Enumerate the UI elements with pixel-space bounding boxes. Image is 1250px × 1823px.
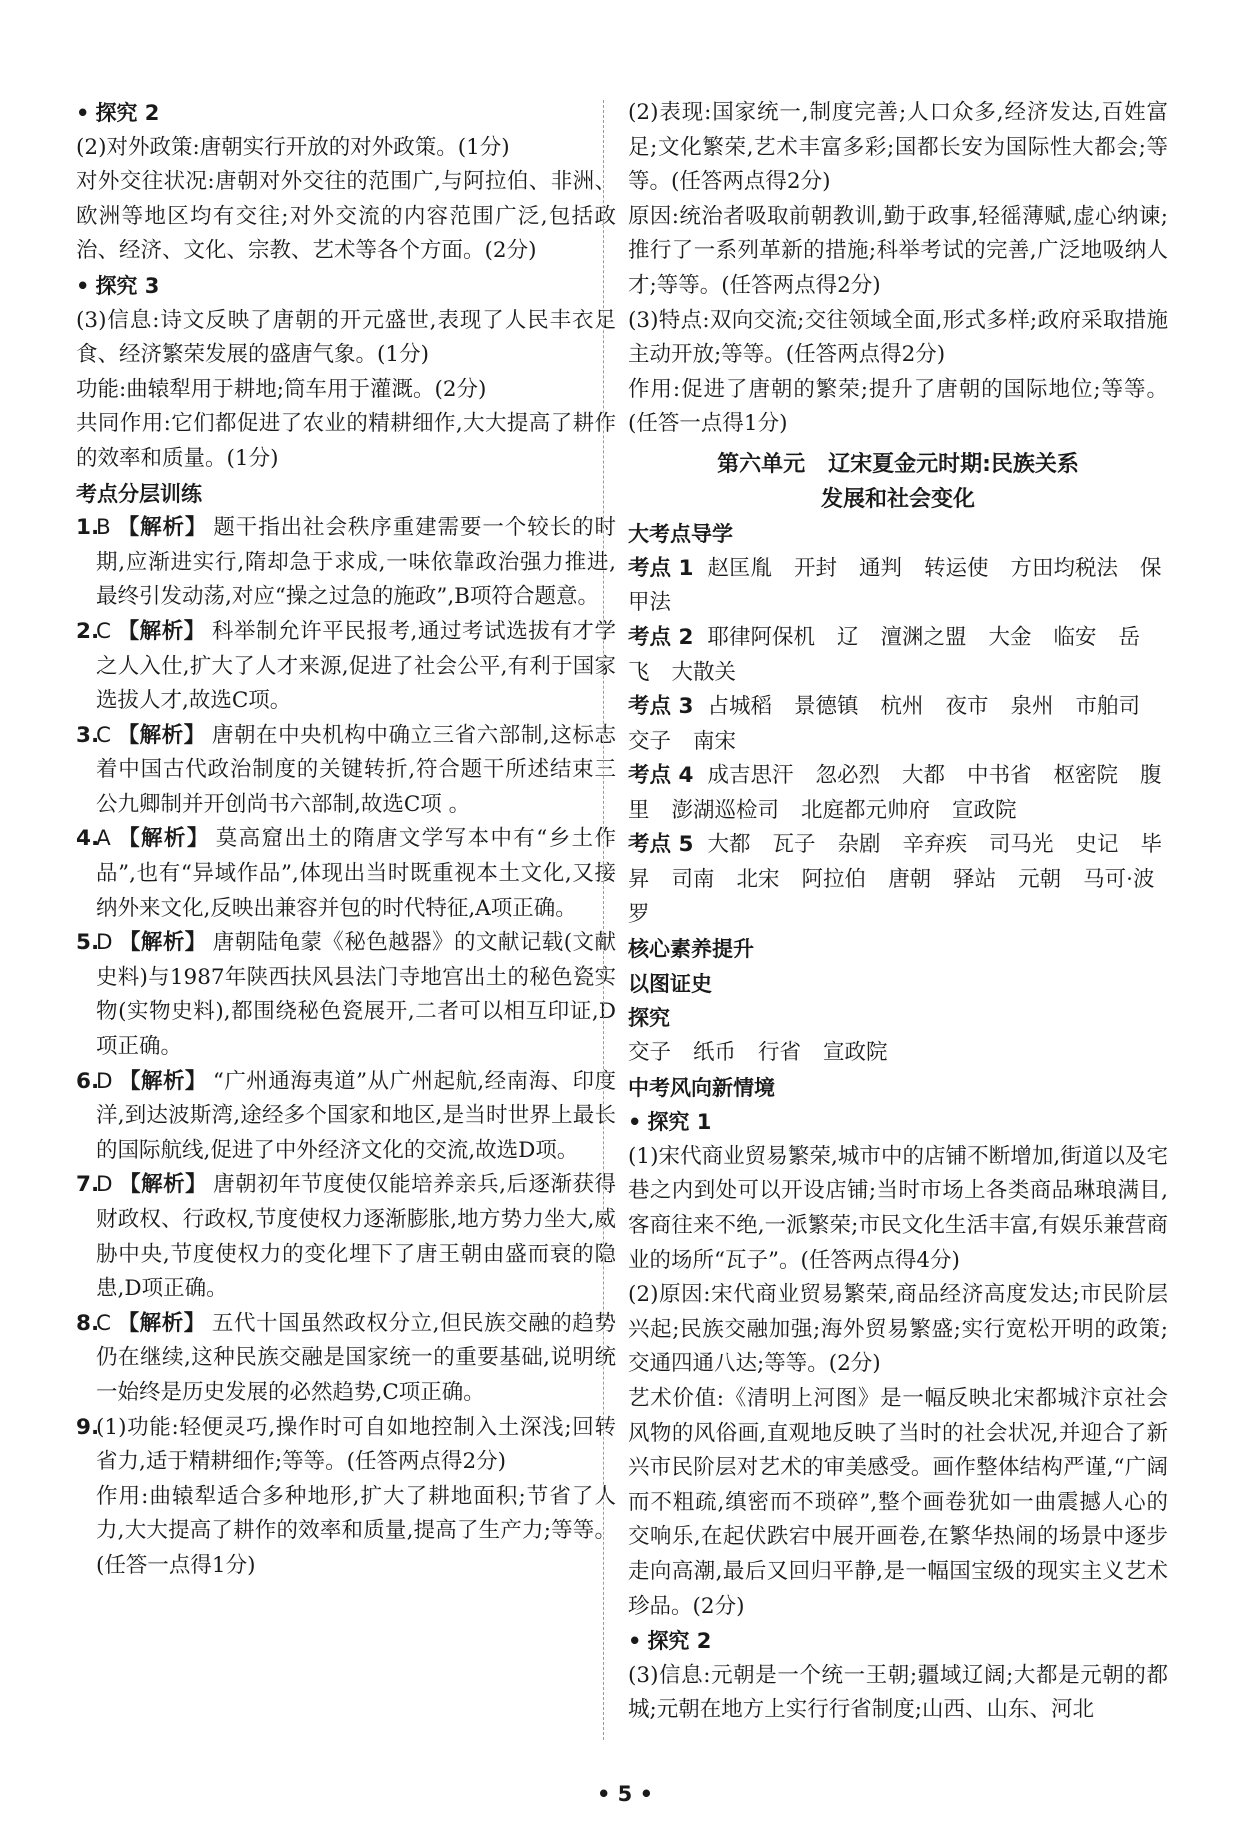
question-8 [76, 1307, 616, 1411]
question-text: “广州通海夷道”从广州起航,经南海、印度洋,到达波斯湾,途经多个国家和地区,是当时世界上最长的国际航线,促进了中外经济文化的交流,故选D项。 [96, 1068, 616, 1163]
question-body [96, 719, 616, 823]
t1-p1: (1)宋代商业贸易繁荣,城市中的店铺不断增加,街道以及宅巷之内到处可以开设店铺;当时市场上各类商品琳琅满目,客商往来不绝,一派繁荣;市民文化生活丰富,有娱乐兼营商业的场所“瓦子”。(任答两点得4分) [628, 1143, 1168, 1273]
term: 大金 [988, 624, 1032, 650]
question-answer: D [96, 1068, 113, 1094]
guide-title: 大考点导学 [628, 522, 733, 547]
term: 澶渊之盟 [880, 624, 967, 650]
term: 通判 [858, 555, 902, 581]
question-text: 五代十国虽然政权分立,但民族交融的趋势仍在继续,这种民族交融是国家统一的重要基础,说明统一始终是历史发展的必然趋势,C项正确。 [96, 1310, 616, 1405]
tuzheng-title: 以图证史 [628, 971, 712, 996]
term: 北庭都元帅府 [801, 797, 931, 823]
q9-p1: (1)功能:轻便灵巧,操作时可自如地控制入土深浅;回转省力,适于精耕细作;等等。(任答两点得2分) [96, 1414, 616, 1475]
term: 赵匡胤 [707, 555, 772, 581]
right-p2: 原因:统治者吸取前朝教训,勤于政事,轻徭薄赋,虚心纳谏;推行了一系列革新的措施;科举考试的完善,广泛地吸纳人才;等等。(任答两点得2分) [628, 203, 1168, 298]
question-answer: C [96, 618, 112, 644]
analysis-tag: 【解析】 [117, 1310, 206, 1336]
term: 转运使 [924, 555, 989, 581]
term: 枢密院 [1053, 763, 1119, 789]
analysis-tag: 【解析】 [118, 930, 207, 956]
term: 杭州 [880, 694, 924, 720]
term: 夜市 [945, 694, 989, 720]
term: 方田均税法 [1010, 555, 1119, 581]
term: 宣政院 [823, 1040, 888, 1066]
column-divider [603, 100, 604, 1740]
question-number: 4. [76, 826, 100, 852]
term: 大都 [707, 832, 751, 858]
right-p3: (3)特点:双向交流;交往领域全面,形式多样;政府采取措施主动开放;等等。(任答两点得2分) [628, 307, 1168, 368]
question-body [96, 1168, 616, 1306]
kaodian-label: 考点 1 [628, 555, 694, 581]
term: 毕昇 [628, 832, 1163, 893]
tanjiu3-p3: 共同作用:它们都促进了农业的精耕细作,大大提高了耕作的效率和质量。(1分) [76, 411, 616, 471]
t1-title: • 探究 1 [628, 1105, 1168, 1140]
term: 行省 [758, 1040, 802, 1066]
question-text: 科举制允许平民报考,通过考试选拔有才学之人入仕,扩大了人才来源,促进了社会公平,有利于国家选拔人才,故选C项。 [96, 618, 616, 714]
t1-p2: (2)原因:宋代商业贸易繁荣,商品经济高度发达;市民阶层兴起;民族交融加强;海外贸易繁盛;实行宽松开明的政策;交通四通八达;等等。(2分) [628, 1282, 1168, 1377]
tanjiu2-title: • 探究 2 [76, 96, 616, 131]
term: 元朝 [1018, 867, 1062, 893]
term: 景德镇 [793, 694, 859, 720]
question-answer: D [96, 1172, 113, 1198]
t2-p1: (3)信息:元朝是一个统一王朝;疆域辽阔;大都是元朝的都城;元朝在地方上实行行省制度;山西、山东、河北 [628, 1662, 1168, 1723]
tanjiu2-p1: (2)对外政策:唐朝实行开放的对外政策。(1分) [76, 134, 510, 160]
term: 唐朝 [888, 867, 932, 893]
tanjiu2-p2: 对外交往状况:唐朝对外交往的范围广,与阿拉伯、非洲、欧洲等地区均有交往;对外交流的内容范围广泛,包括政治、经济、文化、宗教、艺术等各个方面。(2分) [76, 169, 616, 264]
term: 耶律阿保机 [707, 624, 815, 650]
question-body [96, 1065, 616, 1169]
question-text: 唐朝在中央机构中确立三省六部制,这标志着中国古代政治制度的关键转折,符合题干所述结束三公九卿制并开创尚书六部制,故选C项 。 [96, 722, 616, 817]
t2-title: • 探究 2 [628, 1624, 1168, 1659]
question-3 [76, 719, 616, 823]
question-body [96, 615, 616, 719]
kaodian-2 [628, 621, 1168, 690]
kaodian-1 [628, 552, 1168, 621]
term: 辛弃疾 [902, 832, 968, 858]
tanjiu-title: 探究 [628, 1006, 670, 1031]
question-number: 3. [76, 722, 100, 748]
term: 忽必烈 [815, 763, 880, 789]
term: 北宋 [736, 867, 780, 893]
term: 澎湖巡检司 [671, 797, 780, 823]
term: 岳飞 [628, 624, 1141, 685]
question-body [96, 1411, 616, 1584]
t1-p3: 艺术价值:《清明上河图》是一幅反映北宋都城汴京社会风物的风俗画,直观地反映了当时的社会状况,并迎合了新兴市民阶层对艺术的审美感受。画作整体结构严谨,“广阔而不粗疏,缜密而不琐碎”,整个画卷犹如一曲震撼人心的交响乐,在起伏跌宕中展开画卷,在繁华热闹的场景中逐步走向高潮,最后又回归平静,是一幅国宝级的现实主义艺术珍品。(2分) [628, 1385, 1168, 1619]
term: 司马光 [989, 832, 1054, 858]
question-number: 9. [76, 1414, 100, 1440]
term: 阿拉伯 [801, 867, 867, 893]
right-p4: 作用:促进了唐朝的繁荣;提升了唐朝的国际地位;等等。(任答一点得1分) [628, 376, 1168, 437]
kaodian-5 [628, 828, 1168, 932]
question-body [96, 822, 616, 926]
question-answer: A [96, 826, 111, 852]
question-5 [76, 926, 616, 1064]
tanjiu3-p1: (3)信息:诗文反映了唐朝的开元盛世,表现了人民丰衣足食、经济繁荣发展的盛唐气象。(1分) [76, 307, 616, 368]
question-number: 1. [76, 515, 100, 541]
q9-p2: 作用:曲辕犁适合多种地形,扩大了耕地面积;节省了人力,大大提高了耕作的效率和质量,提高了生产力;等等。(任答一点得1分) [96, 1483, 616, 1578]
kaodian-3 [628, 690, 1168, 759]
right-column [628, 96, 1168, 1728]
term: 市舶司 [1075, 694, 1141, 720]
term: 纸币 [693, 1040, 737, 1066]
zhongkao-title: 中考风向新情境 [628, 1075, 775, 1100]
term: 宣政院 [952, 797, 1017, 823]
term: 驿站 [953, 867, 997, 893]
question-answer: C [96, 722, 112, 748]
question-body [96, 1307, 616, 1411]
term: 辽 [836, 624, 859, 650]
kaodian-label: 考点 5 [628, 832, 694, 858]
question-number: 5. [76, 930, 100, 956]
analysis-tag: 【解析】 [117, 722, 206, 748]
term: 占城稻 [707, 694, 772, 720]
question-body [96, 511, 616, 615]
term: 大都 [901, 763, 945, 789]
term: 史记 [1075, 832, 1119, 858]
question-text: 唐朝初年节度使仅能培养亲兵,后逐渐获得财政权、行政权,节度使权力逐渐膨胀,地方势力坐大,威胁中央,节度使权力的变化埋下了唐王朝由盛而衰的隐患,D项正确。 [96, 1172, 616, 1302]
analysis-tag: 【解析】 [118, 1172, 208, 1198]
question-body [96, 926, 616, 1064]
analysis-tag: 【解析】 [117, 618, 206, 644]
term: 南宋 [693, 728, 737, 754]
section-title: 考点分层训练 [76, 481, 202, 506]
question-6 [76, 1065, 616, 1169]
question-number: 6. [76, 1068, 100, 1094]
term: 交子 [628, 728, 672, 754]
term: 成吉思汗 [707, 763, 794, 789]
question-number: 7. [76, 1172, 100, 1198]
right-p1: (2)表现:国家统一,制度完善;人口众多,经济发达,百姓富足;文化繁荣,艺术丰富多彩;国都长安为国际性大都会;等等。(任答两点得2分) [628, 100, 1168, 195]
term: 交子 [628, 1040, 672, 1066]
question-4 [76, 822, 616, 926]
question-9 [76, 1411, 616, 1584]
tanjiu3-title: • 探究 3 [76, 269, 616, 304]
question-text: 题干指出社会秩序重建需要一个较长的时期,应渐进实行,隋却急于求成,一味依靠政治强力推进,最终引发动荡,对应“操之过急的施政”,B项符合题意。 [96, 515, 616, 610]
analysis-tag: 【解析】 [116, 826, 210, 852]
kaodian-4 [628, 759, 1168, 828]
question-number: 2. [76, 618, 100, 644]
question-text: 唐朝陆龟蒙《秘色越器》的文献记载(文献史料)与1987年陕西扶风县法门寺地宫出土的秘色瓷实物(实物史料),都围绕秘色瓷展开,二者可以相互印证,D项正确。 [96, 930, 616, 1060]
term: 泉州 [1010, 694, 1054, 720]
tanjiu3-p2: 功能:曲辕犁用于耕地;筒车用于灌溉。(2分) [76, 376, 487, 402]
term: 杂剧 [837, 832, 881, 858]
kaodian-label: 考点 3 [628, 694, 694, 720]
term: 中书省 [967, 763, 1032, 789]
term: 开封 [793, 555, 837, 581]
question-number: 8. [76, 1310, 100, 1336]
question-2 [76, 615, 616, 719]
question-text: 莫高窟出土的隋唐文学写本中有“乡土作品”,也有“异域作品”,体现出当时既重视本土文化,又接纳外来文化,反映出兼容并包的时代特征,A项正确。 [96, 826, 616, 921]
left-column [76, 96, 616, 1584]
core-title: 核心素养提升 [628, 937, 754, 962]
term: 大散关 [671, 659, 737, 685]
question-answer: C [96, 1310, 112, 1336]
tanjiu-terms [628, 1036, 1168, 1071]
question-7 [76, 1168, 616, 1306]
term: 保甲法 [628, 555, 1162, 616]
kaodian-label: 考点 4 [628, 763, 694, 789]
term: 腹里 [628, 763, 1162, 823]
term: 马可·波罗 [628, 867, 1155, 927]
analysis-tag: 【解析】 [118, 1068, 207, 1094]
term: 司南 [671, 867, 715, 893]
question-1 [76, 511, 616, 615]
analysis-tag: 【解析】 [116, 515, 208, 541]
unit-title-line2: 发展和社会变化 [820, 486, 975, 512]
question-answer: B [96, 515, 111, 541]
term: 瓦子 [772, 832, 816, 858]
unit-title-line1: 第六单元 辽宋夏金元时期:民族关系 [717, 451, 1079, 477]
question-answer: D [96, 930, 113, 956]
page-number: • 5 • [596, 1782, 654, 1806]
kaodian-label: 考点 2 [628, 624, 694, 650]
term: 临安 [1053, 624, 1097, 650]
